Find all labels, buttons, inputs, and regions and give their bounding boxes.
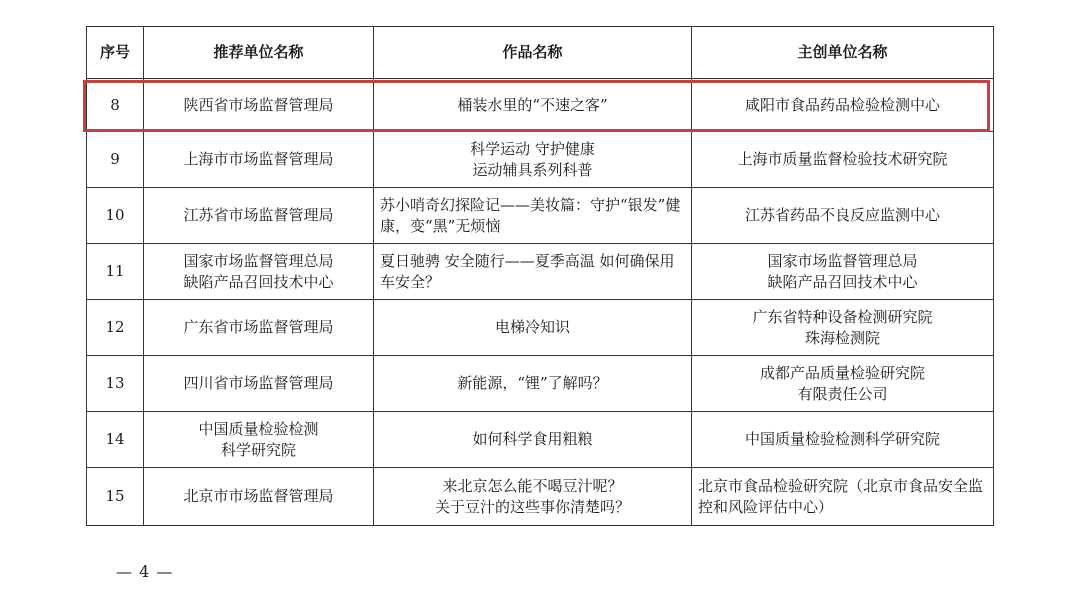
row-creator: 咸阳市食品药品检验检测中心 xyxy=(692,79,994,132)
table-row xyxy=(87,356,994,412)
row-no: 9 xyxy=(87,132,144,188)
table-row xyxy=(87,468,994,526)
row-work: 如何科学食用粗粮 xyxy=(374,412,692,468)
row-creator: 成都产品质量检验研究院 有限责任公司 xyxy=(692,356,994,412)
row-recommender: 上海市市场监督管理局 xyxy=(144,132,374,188)
row-creator: 北京市食品检验研究院（北京市食品安全监控和风险评估中心） xyxy=(692,468,994,526)
row-no: 14 xyxy=(87,412,144,468)
row-work: 苏小哨奇幻探险记——美妆篇：守护“银发”健康，变“黑”无烦恼 xyxy=(374,188,692,244)
table-row xyxy=(87,244,994,300)
row-no: 13 xyxy=(87,356,144,412)
page-number: — 4 — xyxy=(116,562,174,581)
row-work: 新能源，“锂”了解吗？ xyxy=(374,356,692,412)
row-no: 12 xyxy=(87,300,144,356)
header-work: 作品名称 xyxy=(374,27,692,79)
header-no: 序号 xyxy=(87,27,144,79)
row-work: 科学运动 守护健康 运动辅具系列科普 xyxy=(374,132,692,188)
table-header-row xyxy=(87,27,994,79)
header-recommender: 推荐单位名称 xyxy=(144,27,374,79)
row-creator: 江苏省药品不良反应监测中心 xyxy=(692,188,994,244)
table-row xyxy=(87,188,994,244)
awards-table xyxy=(86,26,994,526)
row-no: 15 xyxy=(87,468,144,526)
row-recommender: 中国质量检验检测 科学研究院 xyxy=(144,412,374,468)
header-creator: 主创单位名称 xyxy=(692,27,994,79)
table-row xyxy=(87,300,994,356)
row-work: 夏日驰骋 安全随行——夏季高温 如何确保用车安全？ xyxy=(374,244,692,300)
row-recommender: 江苏省市场监督管理局 xyxy=(144,188,374,244)
row-creator: 中国质量检验检测科学研究院 xyxy=(692,412,994,468)
row-work: 电梯冷知识 xyxy=(374,300,692,356)
row-recommender: 国家市场监督管理总局 缺陷产品召回技术中心 xyxy=(144,244,374,300)
row-creator: 广东省特种设备检测研究院 珠海检测院 xyxy=(692,300,994,356)
row-work: 来北京怎么能不喝豆汁呢？ 关于豆汁的这些事你清楚吗？ xyxy=(374,468,692,526)
row-no: 10 xyxy=(87,188,144,244)
row-recommender: 陕西省市场监督管理局 xyxy=(144,79,374,132)
row-recommender: 北京市市场监督管理局 xyxy=(144,468,374,526)
table-row xyxy=(87,412,994,468)
row-no: 8 xyxy=(87,79,144,132)
row-creator: 国家市场监督管理总局 缺陷产品召回技术中心 xyxy=(692,244,994,300)
row-recommender: 四川省市场监督管理局 xyxy=(144,356,374,412)
table-row xyxy=(87,79,994,132)
row-work: 桶装水里的“不速之客” xyxy=(374,79,692,132)
row-no: 11 xyxy=(87,244,144,300)
row-recommender: 广东省市场监督管理局 xyxy=(144,300,374,356)
table-row xyxy=(87,132,994,188)
row-creator: 上海市质量监督检验技术研究院 xyxy=(692,132,994,188)
